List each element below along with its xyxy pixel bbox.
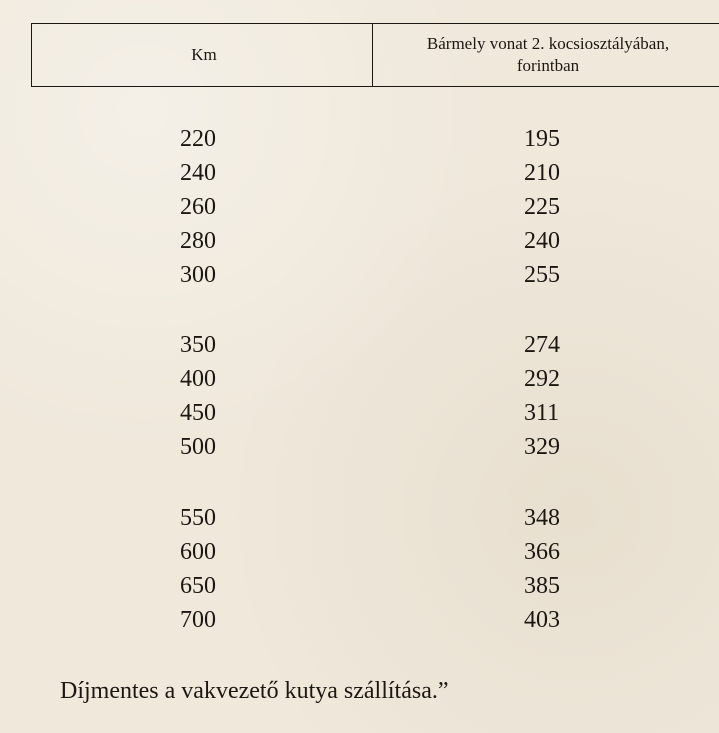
header-km-label: Km <box>191 45 217 64</box>
km-cell: 300 <box>180 262 216 288</box>
header-price-label-line2: forintban <box>516 56 580 75</box>
table-row <box>0 158 719 188</box>
km-cell: 280 <box>180 228 216 254</box>
price-cell: 195 <box>524 126 560 152</box>
table-row <box>0 330 719 360</box>
km-cell: 350 <box>180 332 216 358</box>
km-cell: 450 <box>180 400 216 426</box>
table-row <box>0 192 719 222</box>
table-row <box>0 432 719 462</box>
price-cell: 225 <box>524 194 560 220</box>
price-cell: 292 <box>524 366 560 392</box>
header-km <box>32 24 373 86</box>
table-row <box>0 398 719 428</box>
table-row <box>0 260 719 290</box>
table-row <box>0 226 719 256</box>
price-cell: 403 <box>524 607 560 633</box>
km-cell: 500 <box>180 434 216 460</box>
km-cell: 650 <box>180 573 216 599</box>
km-cell: 240 <box>180 160 216 186</box>
table-row <box>0 503 719 533</box>
price-cell: 240 <box>524 228 560 254</box>
table-header <box>31 23 719 87</box>
table-row <box>0 571 719 601</box>
price-cell: 311 <box>524 400 560 426</box>
header-price-label-line1: Bármely vonat 2. kocsiosztályában, <box>426 34 670 53</box>
table-row <box>0 364 719 394</box>
km-cell: 400 <box>180 366 216 392</box>
price-cell: 385 <box>524 573 560 599</box>
km-cell: 220 <box>180 126 216 152</box>
km-cell: 700 <box>180 607 216 633</box>
km-cell: 600 <box>180 539 216 565</box>
price-cell: 274 <box>524 332 560 358</box>
km-cell: 260 <box>180 194 216 220</box>
table-row <box>0 605 719 635</box>
price-cell: 255 <box>524 262 560 288</box>
price-cell: 348 <box>524 505 560 531</box>
table-row <box>0 537 719 567</box>
km-cell: 550 <box>180 505 216 531</box>
table-row <box>0 124 719 154</box>
price-cell: 329 <box>524 434 560 460</box>
footnote: Díjmentes a vakvezető kutya szállítása.” <box>60 678 449 704</box>
price-cell: 366 <box>524 539 560 565</box>
price-cell: 210 <box>524 160 560 186</box>
header-price <box>373 24 719 86</box>
